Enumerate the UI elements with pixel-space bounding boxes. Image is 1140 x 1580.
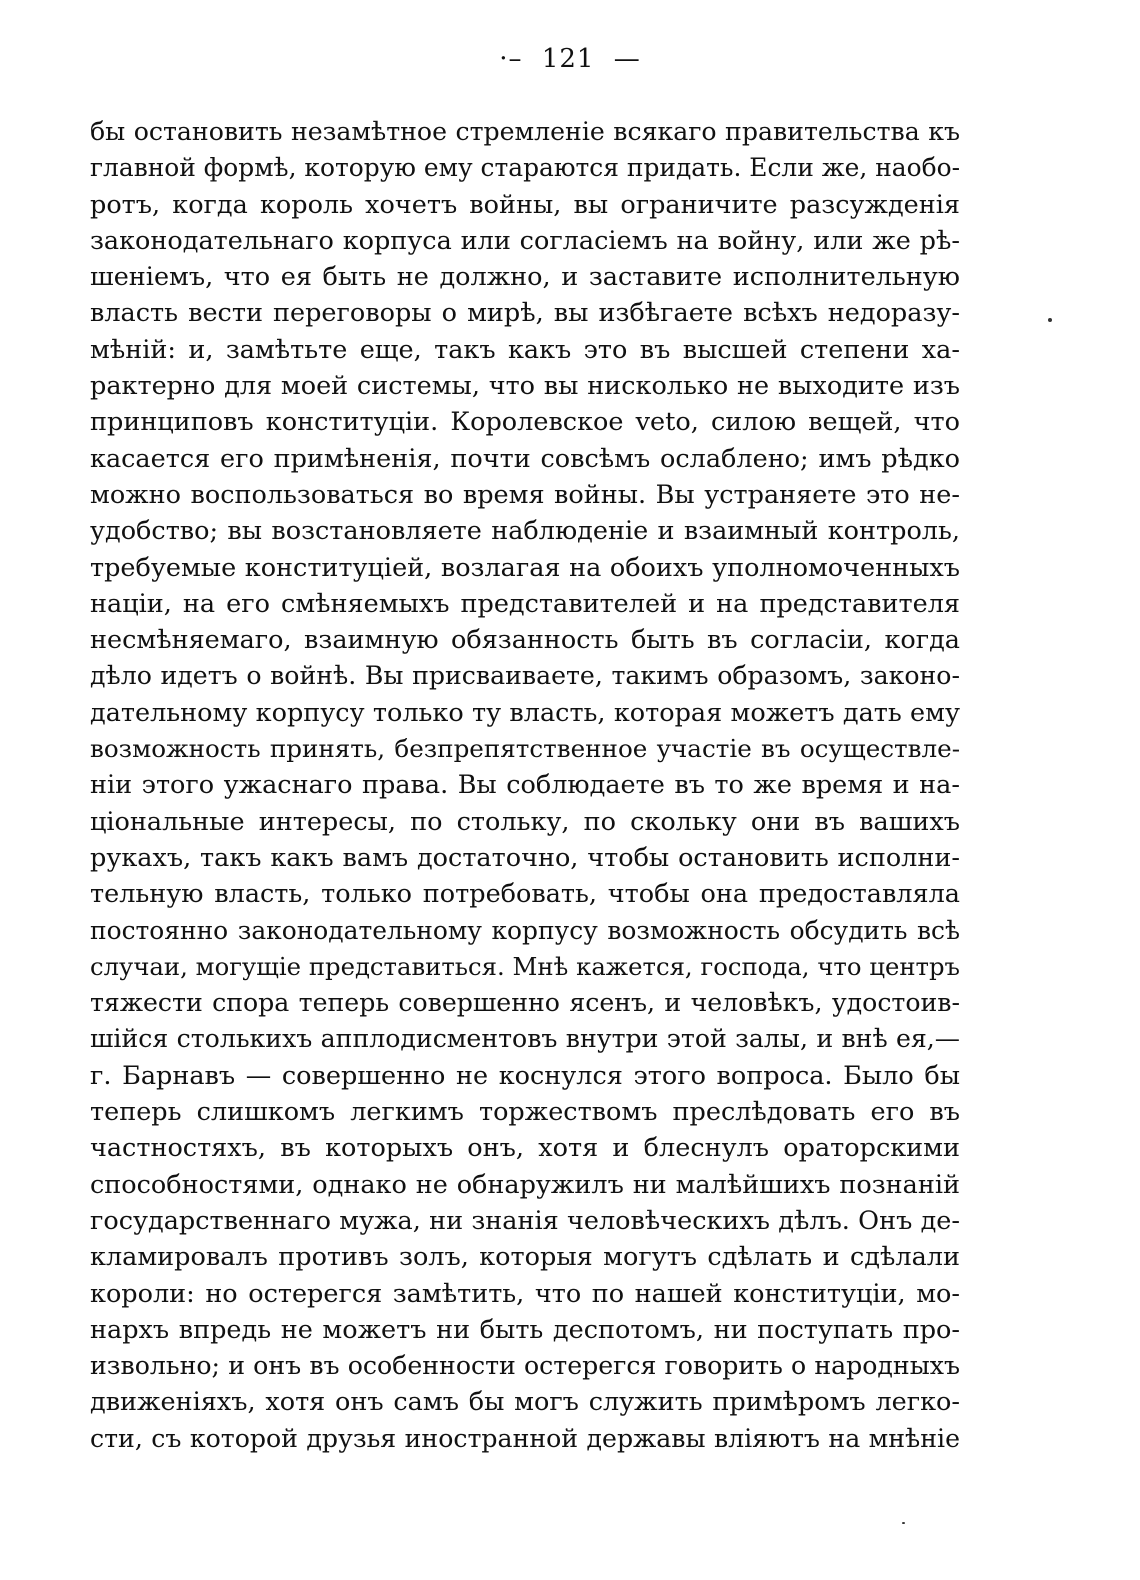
text-line: рактерно для моей системы, что вы нисколько не выходите изъ (90, 371, 960, 402)
body-text (90, 114, 960, 1457)
page-number: 121 (541, 44, 595, 74)
text-line: постоянно законодательному корпусу возможность обсудить всѣ (90, 915, 960, 945)
text-line: кламировалъ противъ золъ, которыя могутъ сдѣлать и сдѣлали (90, 1242, 960, 1273)
text-line: сти, съ которой друзья иностранной державы вліяютъ на мнѣніе (90, 1423, 960, 1453)
text-line: движеніяхъ, хотя онъ самъ бы могъ служить примѣромъ легко- (90, 1387, 960, 1418)
text-line: случаи, могущіе представиться. Мнѣ кажется, господа, что центръ (90, 951, 960, 981)
text-line: ціональные интересы, по стольку, по скольку они въ вашихъ (90, 806, 960, 837)
text-line: извольно; и онъ въ особенности остерегся говорить о народныхъ (90, 1351, 960, 1381)
text-line: принциповъ конституціи. Королевское veto, силою вещей, что (90, 407, 960, 438)
text-line: рукахъ, такъ какъ вамъ достаточно, чтобы остановить исполни- (90, 842, 960, 873)
text-line: ніи этого ужаснаго права. Вы соблюдаете въ то же время и на- (90, 770, 960, 801)
scan-speck (1048, 318, 1052, 322)
text-line: мѣній: и, замѣтьте еще, такъ какъ это въ высшей степени ха- (90, 334, 960, 365)
text-line: возможность принять, безпрепятственное участіе въ осуществле- (90, 734, 960, 764)
text-line: власть вести переговоры о мирѣ, вы избѣгаете всѣхъ недоразу- (90, 298, 960, 329)
text-line: тельную власть, только потребовать, чтобы она предоставляла (90, 879, 960, 910)
text-line: тяжести спора теперь совершенно ясенъ, и человѣкъ, удостоив- (90, 988, 960, 1018)
text-line: можно воспользоваться во время войны. Вы устраняете это не- (90, 479, 960, 510)
text-line: шійся столькихъ апплодисментовъ внутри этой залы, и внѣ ея,— (90, 1024, 960, 1054)
text-line: частностяхъ, въ которыхъ онъ, хотя и блеснулъ ораторскими (90, 1133, 960, 1164)
text-line: ротъ, когда король хочетъ войны, вы ограничите разсужденія (90, 189, 960, 220)
text-line: способностями, однако не обнаружилъ ни малѣйшихъ познаній (90, 1169, 960, 1200)
scan-speck (902, 1522, 905, 1524)
text-line: законодательнаго корпуса или согласіемъ на войну, или же рѣ- (90, 225, 960, 256)
text-line: удобство; вы возстановляете наблюденіе и взаимный контроль, (90, 516, 960, 547)
text-line: г. Барнавъ — совершенно не коснулся этого вопроса. Было бы (90, 1060, 960, 1091)
text-line: бы остановить незамѣтное стремленіе всякаго правительства къ (90, 117, 960, 146)
text-line: теперь слишкомъ легкимъ торжествомъ преслѣдовать его въ (90, 1097, 960, 1128)
text-line: несмѣняемаго, взаимную обязанность быть въ согласіи, когда (90, 625, 960, 656)
text-line: короли: но остерегся замѣтить, что по нашей конституціи, мо- (90, 1278, 960, 1309)
page-header (0, 44, 1140, 74)
text-line: дѣло идетъ о войнѣ. Вы присваиваете, такимъ образомъ, законо- (90, 661, 960, 691)
text-line: требуемые конституціей, возлагая на обоихъ уполномоченныхъ (90, 552, 960, 583)
text-line: шеніемъ, что ея быть не должно, и заставите исполнительную (90, 262, 960, 293)
text-line: націи, на его смѣняемыхъ представителей и на представителя (90, 588, 960, 619)
text-line: главной формѣ, которую ему стараются придать. Если же, наобо- (90, 153, 960, 183)
header-left-dash: ·– (499, 44, 523, 74)
text-line: дательному корпусу только ту власть, которая можетъ дать ему (90, 697, 960, 728)
header-right-dash: — (613, 44, 641, 74)
text-line: нархъ впредь не можетъ ни быть деспотомъ, ни поступать про- (90, 1314, 960, 1345)
text-line: касается его примѣненія, почти совсѣмъ ослаблено; имъ рѣдко (90, 443, 960, 474)
text-line: государственнаго мужа, ни знанія человѣческихъ дѣлъ. Онъ де- (90, 1205, 960, 1236)
